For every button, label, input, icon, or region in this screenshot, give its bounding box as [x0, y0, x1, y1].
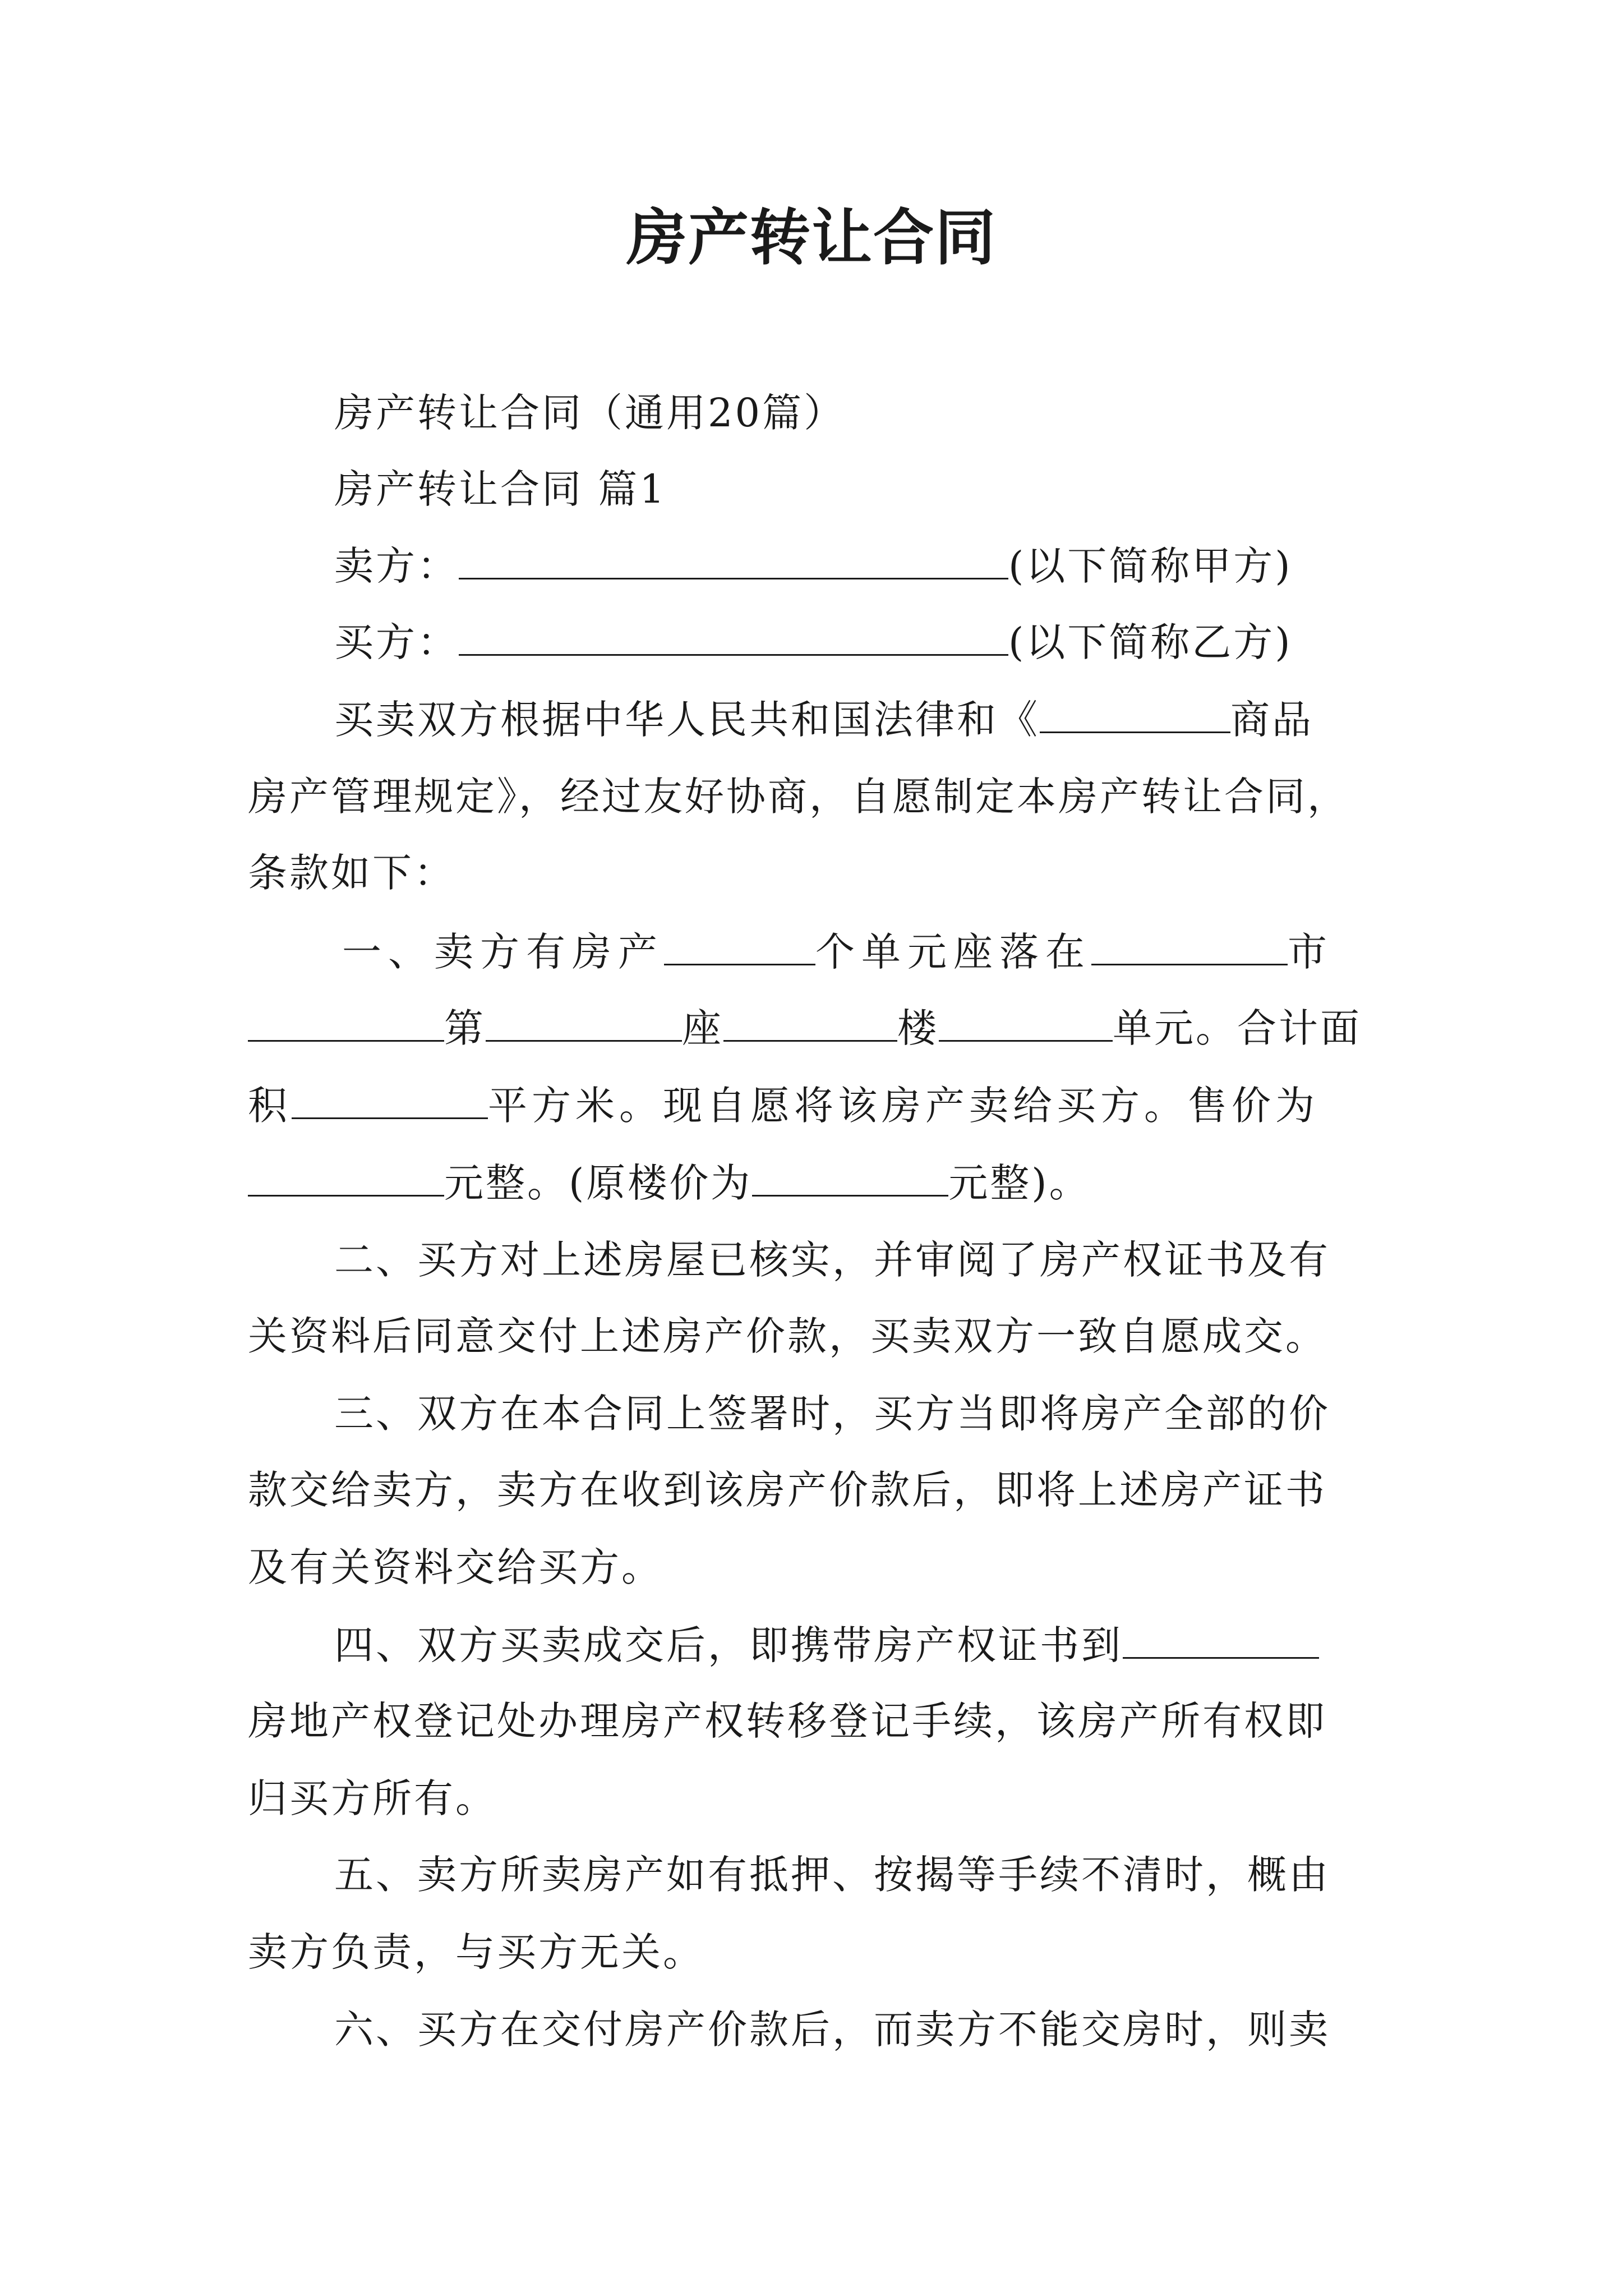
building-blank[interactable] [723, 1000, 897, 1042]
buyer-suffix: (以下简称乙方) [1008, 619, 1293, 665]
seller-name-blank[interactable] [459, 537, 1008, 579]
area-blank[interactable] [292, 1077, 488, 1119]
clause3-line-1: 三、双方在本合同上签署时，买方当即将房产全部的价 [334, 1391, 1330, 1437]
document-subtitle: 房产转让合同（通用20篇） [334, 390, 846, 436]
clause-text: 楼 [897, 1005, 939, 1051]
clause5-line-1: 五、卖方所卖房产如有抵押、按揭等手续不清时，概由 [334, 1852, 1330, 1898]
section-heading: 房产转让合同 篇1 [334, 466, 667, 512]
buyer-label: 买方： [334, 619, 459, 665]
clause-text: 第 [444, 1005, 486, 1051]
clause-text: 积 [248, 1083, 292, 1129]
clause-text: 四、双方买卖成交后，即携带房产权证书到 [334, 1622, 1123, 1668]
seller-label: 卖方： [334, 543, 459, 589]
seller-suffix: (以下简称甲方) [1008, 543, 1293, 589]
intro-text: 买卖双方根据中华人民共和国法律和《 [334, 697, 1040, 743]
intro-line-1 [334, 691, 1313, 748]
unit-count-blank[interactable] [664, 923, 815, 965]
clause3-line-3: 及有关资料交给买方。 [248, 1544, 663, 1590]
clause-text: 一、卖方有房产 [342, 929, 664, 975]
price-blank[interactable] [248, 1154, 444, 1197]
clause2-line-1: 二、买方对上述房屋已核实，并审阅了房产权证书及有 [334, 1237, 1330, 1283]
city-blank[interactable] [1091, 923, 1288, 965]
clause-text: 市 [1288, 929, 1334, 975]
buyer-name-blank[interactable] [459, 614, 1008, 656]
intro-line-2: 房产管理规定》，经过友好协商，自愿制定本房产转让合同， [248, 774, 1349, 820]
clause1-line-1 [342, 923, 1334, 980]
clause3-line-2: 款交给卖方，卖方在收到该房产价款后，即将上述房产证书 [248, 1467, 1327, 1513]
clause4-line-1 [334, 1617, 1319, 1673]
intro-text: 商品 [1230, 697, 1313, 743]
regulation-name-blank[interactable] [1040, 691, 1230, 733]
block-blank[interactable] [486, 1000, 682, 1042]
clause-text: 个单元座落在 [815, 929, 1091, 975]
clause1-line-3 [248, 1077, 1319, 1134]
clause1-line-4 [248, 1154, 1091, 1211]
registry-blank[interactable] [1123, 1617, 1319, 1659]
clause-text: 平方米。现自愿将该房产卖给买方。售价为 [488, 1083, 1319, 1129]
document-title: 房产转让合同 [626, 203, 997, 273]
seller-line [334, 537, 1293, 594]
clause2-line-2: 关资料后同意交付上述房产价款，买卖双方一致自愿成交。 [248, 1313, 1327, 1359]
district-blank[interactable] [248, 1000, 444, 1042]
clause4-line-3: 归买方所有。 [248, 1775, 497, 1821]
clause5-line-2: 卖方负责，与买方无关。 [248, 1929, 704, 1975]
clause-text: 座 [682, 1005, 723, 1051]
clause6-line-1: 六、买方在交付房产价款后，而卖方不能交房时，则卖 [334, 2007, 1330, 2053]
unit-blank[interactable] [939, 1000, 1113, 1042]
buyer-line [334, 614, 1293, 670]
clause4-line-2: 房地产权登记处办理房产权转移登记手续，该房产所有权即 [248, 1698, 1327, 1744]
original-price-blank[interactable] [752, 1154, 948, 1197]
clause-text: 元整。(原楼价为 [444, 1160, 753, 1206]
intro-line-3: 条款如下： [248, 850, 455, 896]
clause-text: 元整)。 [948, 1160, 1091, 1206]
clause1-line-2 [248, 1000, 1362, 1056]
clause-text: 单元。合计面 [1113, 1005, 1362, 1051]
